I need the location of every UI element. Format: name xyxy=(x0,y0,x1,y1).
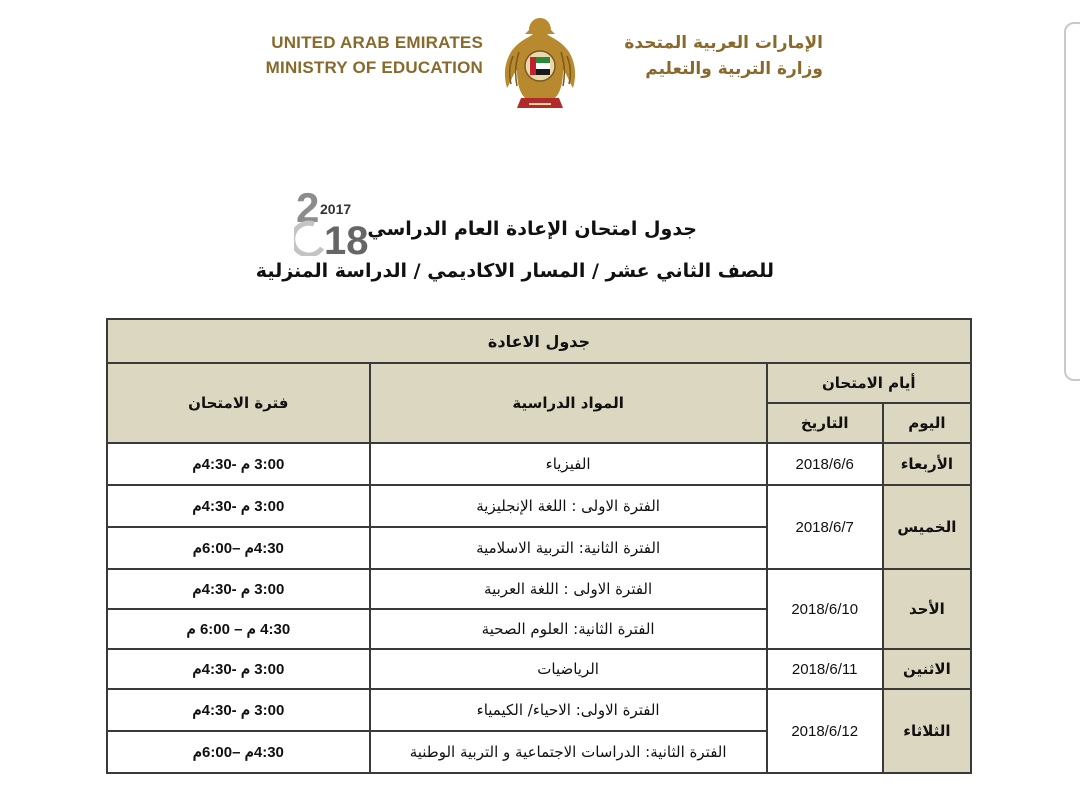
time-cell: 3:00 م -4:30م xyxy=(107,485,370,527)
ministry-name-en: MINISTRY OF EDUCATION xyxy=(265,58,483,77)
day-cell: الاثنين xyxy=(883,649,971,689)
table-caption: جدول الاعادة xyxy=(107,319,971,363)
ministry-name-english xyxy=(258,30,483,80)
header-exam-time: فترة الامتحان xyxy=(107,363,370,443)
header-date: التاريخ xyxy=(767,403,883,443)
uae-emblem-icon xyxy=(499,12,581,116)
subject-cell: الرياضيات xyxy=(370,649,767,689)
day-cell: الأحد xyxy=(883,569,971,649)
ministry-name-arabic xyxy=(598,30,823,82)
subject-cell: الفترة الثانية: التربية الاسلامية xyxy=(370,527,767,569)
table-row xyxy=(107,485,971,527)
day-cell: الأربعاء xyxy=(883,443,971,485)
year-2017-2018-logo xyxy=(294,184,374,256)
year-logo-big-left: 2 xyxy=(296,184,320,231)
time-cell: 4:30م –6:00م xyxy=(107,731,370,773)
date-cell: 2018/6/12 xyxy=(767,689,883,773)
subject-cell: الفيزياء xyxy=(370,443,767,485)
subject-cell: الفترة الثانية: العلوم الصحية xyxy=(370,609,767,649)
header-day: اليوم xyxy=(883,403,971,443)
table-row xyxy=(107,689,971,731)
page-subtitle: للصف الثاني عشر / المسار الاكاديمي / الدراسة المنزلية xyxy=(255,260,774,282)
date-cell: 2018/6/11 xyxy=(767,649,883,689)
country-name-en: UNITED ARAB EMIRATES xyxy=(271,33,483,52)
date-cell: 2018/6/7 xyxy=(767,485,883,569)
subject-cell: الفترة الاولى : اللغة العربية xyxy=(370,569,767,609)
day-cell: الخميس xyxy=(883,485,971,569)
day-cell: الثلاثاء xyxy=(883,689,971,773)
table-row xyxy=(107,443,971,485)
time-cell: 4:30م –6:00م xyxy=(107,527,370,569)
header-exam-days: أيام الامتحان xyxy=(767,363,971,403)
year-logo-big-right: 18 xyxy=(324,219,369,256)
header-subjects: المواد الدراسية xyxy=(370,363,767,443)
side-scroll-handle[interactable] xyxy=(1064,22,1080,381)
date-cell: 2018/6/6 xyxy=(767,443,883,485)
time-cell: 3:00 م -4:30م xyxy=(107,649,370,689)
page-title: جدول امتحان الإعادة العام الدراسي xyxy=(367,218,697,240)
ministry-name-ar: وزارة التربية والتعليم xyxy=(645,59,823,79)
time-cell: 3:00 م -4:30م xyxy=(107,443,370,485)
subject-cell: الفترة الاولى : اللغة الإنجليزية xyxy=(370,485,767,527)
subject-cell: الفترة الثانية: الدراسات الاجتماعية و التربية الوطنية xyxy=(370,731,767,773)
table-row xyxy=(107,649,971,689)
exam-schedule-table xyxy=(106,318,972,774)
country-name-ar: الإمارات العربية المتحدة xyxy=(624,33,823,53)
time-cell: 3:00 م -4:30م xyxy=(107,569,370,609)
date-cell: 2018/6/10 xyxy=(767,569,883,649)
subject-cell: الفترة الاولى: الاحياء/ الكيمياء xyxy=(370,689,767,731)
year-logo-small: 2017 xyxy=(320,201,352,217)
time-cell: 3:00 م -4:30م xyxy=(107,689,370,731)
table-row xyxy=(107,569,971,609)
time-cell: 4:30 م – 6:00 م xyxy=(107,609,370,649)
